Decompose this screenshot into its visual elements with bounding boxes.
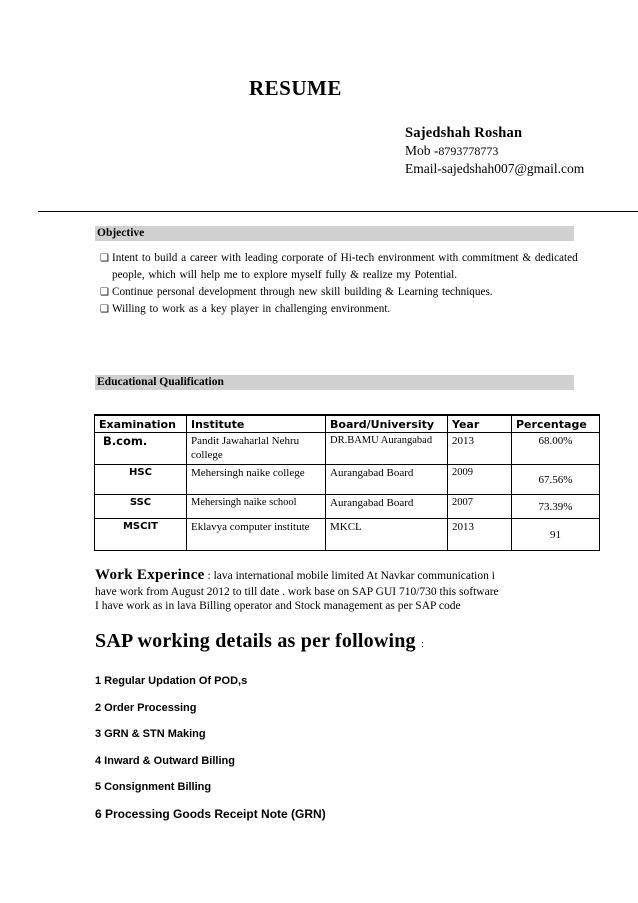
work-experience xyxy=(95,566,615,614)
objective-item xyxy=(100,301,580,318)
institute-cell: Eklavya computer institute xyxy=(187,519,326,551)
work-heading: Work Experince xyxy=(95,567,205,583)
board-cell: DR.BAMU Aurangabad xyxy=(326,433,448,465)
column-header: Board/University xyxy=(326,415,448,433)
objective-heading: Objective xyxy=(95,226,574,241)
column-header: Examination xyxy=(95,415,187,433)
email-line: Email-sajedshah007@gmail.com xyxy=(405,161,585,176)
exam-cell: MSCIT xyxy=(95,519,187,551)
percentage-cell: 67.56% xyxy=(512,465,600,495)
column-header: Institute xyxy=(187,415,326,433)
exam-cell: HSC xyxy=(95,465,187,495)
percentage-cell: 68.00% xyxy=(512,433,600,465)
list-item: 1 Regular Updation Of POD,s xyxy=(95,675,248,687)
board-cell: Aurangabad Board xyxy=(326,465,448,495)
year-cell: 2007 xyxy=(448,495,512,519)
year-cell: 2013 xyxy=(448,433,512,465)
header-divider xyxy=(38,211,638,212)
work-line-1: : lava international mobile limited At Navkar communication i xyxy=(207,570,495,582)
table-header-row xyxy=(95,415,600,433)
checkbox-bullet-icon: ❑ xyxy=(100,304,109,315)
objective-item-text: Willing to work as a key player in challenging environment. xyxy=(112,303,391,315)
work-line-2: have work from August 2012 to till date . work base on SAP GUI 710/730 this software xyxy=(95,586,499,598)
list-item: 5 Consignment Billing xyxy=(95,781,212,793)
table-row xyxy=(95,433,600,465)
percentage-cell: 73.39% xyxy=(512,495,600,519)
objective-list xyxy=(100,250,580,318)
table-row xyxy=(95,465,600,495)
year-cell: 2013 xyxy=(448,519,512,551)
mobile-line xyxy=(405,142,584,160)
work-line-3: I have work as in lava Billing operator and Stock management as per SAP code xyxy=(95,600,461,612)
board-cell: MKCL xyxy=(326,519,448,551)
mobile-number: 8793778773 xyxy=(438,144,499,158)
institute-cell: Pandit Jawaharlal Nehru college xyxy=(187,433,326,465)
sap-heading-colon: : xyxy=(420,638,425,650)
education-heading: Educational Qualification xyxy=(95,375,574,390)
exam-cell: B.com. xyxy=(95,433,187,465)
institute-cell: Mehersingh naike college xyxy=(187,465,326,495)
objective-item xyxy=(100,250,580,284)
year-cell: 2009 xyxy=(448,465,512,495)
table-row xyxy=(95,519,600,551)
list-item: 4 Inward & Outward Billing xyxy=(95,755,235,767)
list-item: 2 Order Processing xyxy=(95,702,197,714)
table-row xyxy=(95,495,600,519)
education-table xyxy=(94,414,600,551)
work-first-line xyxy=(95,566,615,585)
column-header: Percentage xyxy=(512,415,600,433)
objective-item-text: Continue personal development through new skill building & Learning techniques. xyxy=(112,286,493,298)
contact-block xyxy=(405,124,584,178)
list-item: 3 GRN & STN Making xyxy=(95,728,206,740)
exam-cell: SSC xyxy=(95,495,187,519)
sap-heading-line xyxy=(95,630,424,653)
mobile-label: Mob - xyxy=(405,143,439,158)
sap-heading: SAP working details as per following xyxy=(95,630,416,652)
objective-item xyxy=(100,284,580,301)
percentage-cell: 91 xyxy=(512,519,600,551)
board-cell: Aurangabad Board xyxy=(326,495,448,519)
candidate-name: Sajedshah Roshan xyxy=(405,125,523,141)
resume-title: RESUME xyxy=(249,76,342,100)
column-header: Year xyxy=(448,415,512,433)
checkbox-bullet-icon: ❑ xyxy=(100,287,109,298)
list-item: 6 Processing Goods Receipt Note (GRN) xyxy=(95,807,326,821)
institute-cell: Mehersingh naike school xyxy=(187,495,326,519)
objective-item-text: Intent to build a career with leading corporate of Hi-tech environment with commitment & dedicated people, which will help me to explore myself fully & realize my Potential. xyxy=(112,252,578,281)
checkbox-bullet-icon: ❑ xyxy=(100,253,109,264)
